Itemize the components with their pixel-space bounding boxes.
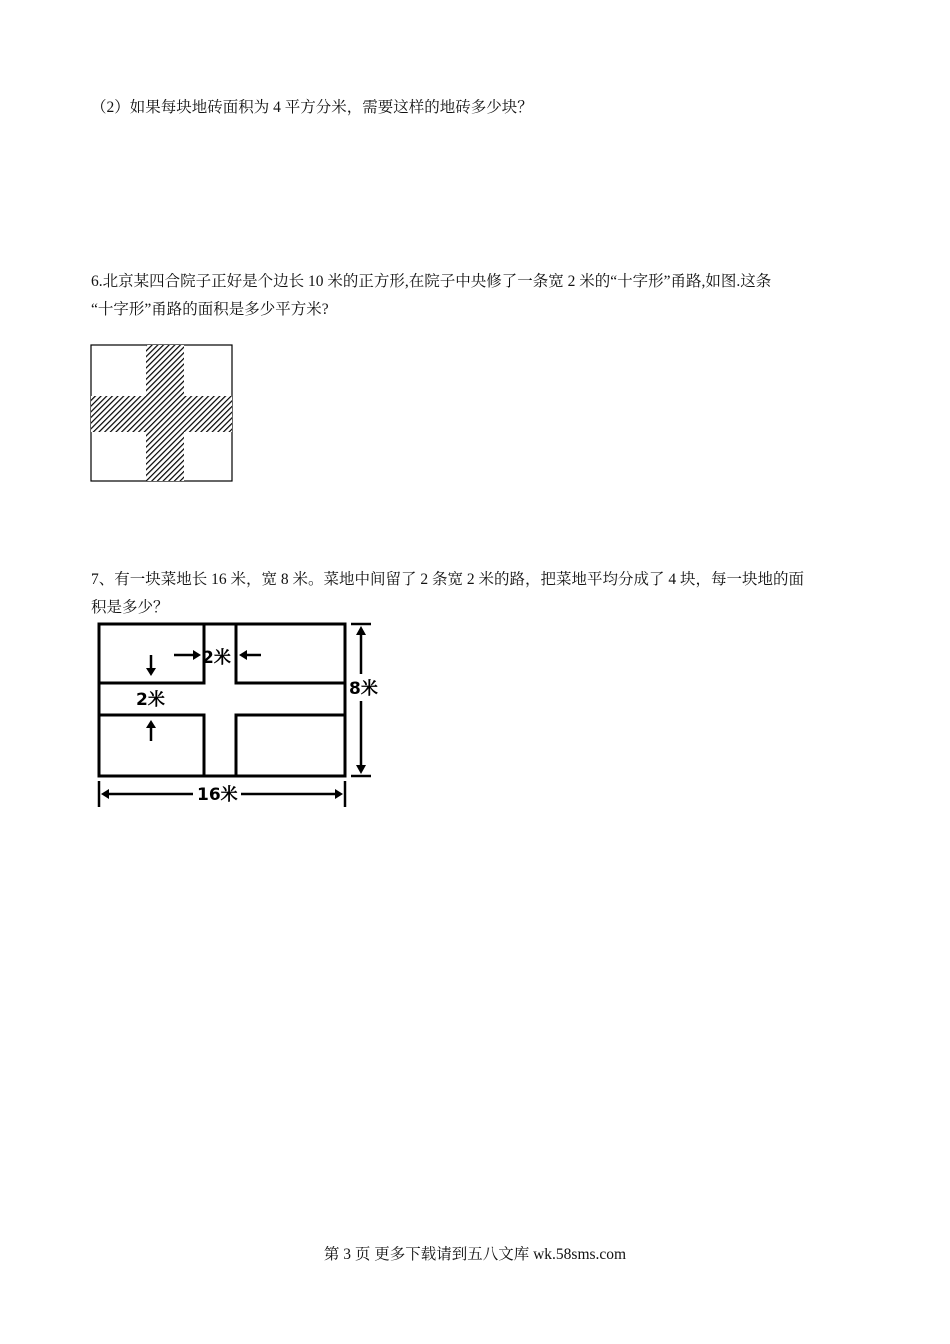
label-width: 8米 <box>349 679 378 699</box>
arrow-left-icon <box>101 789 109 799</box>
page-footer: 第 3 页 更多下载请到五八文库 wk.58sms.com <box>323 1246 627 1263</box>
plot-bottom-right <box>236 715 345 776</box>
vegetable-plot-figure <box>93 619 393 811</box>
arrow-down-icon <box>356 765 366 774</box>
arrow-up-icon <box>146 720 156 728</box>
label-left-path-width: 2米 <box>136 690 165 710</box>
plot-top-right <box>236 624 345 683</box>
cross-path-figure <box>90 344 234 484</box>
question-7 <box>91 566 871 622</box>
arrow-left-icon <box>239 650 247 660</box>
arrow-up-icon <box>356 626 366 635</box>
arrow-right-icon <box>335 789 343 799</box>
arrow-down-icon <box>146 668 156 676</box>
label-top-path-width: 2米 <box>202 648 231 668</box>
question-text-line-2: “十字形”甬路的面积是多少平方米? <box>91 301 329 318</box>
question-text-line-1: 6.北京某四合院子正好是个边长 10 米的正方形,在院子中央修了一条宽 2 米的“十字形”甬路,如图.这条 <box>91 273 772 290</box>
question-text-line-2: 积是多少？ <box>91 599 169 616</box>
question-text-line-1: 7、有一块菜地长 16 米，宽 8 米。菜地中间留了 2 条宽 2 米的路，把菜地平均分成了 4 块，每一块地的面 <box>91 571 805 588</box>
horizontal-path <box>91 396 232 432</box>
question-6 <box>91 268 871 324</box>
question-text: （2）如果每块地砖面积为 4 平方分米，需要这样的地砖多少块？ <box>91 99 533 116</box>
question-5-part-2 <box>91 94 533 122</box>
label-length: 16米 <box>197 785 238 805</box>
arrow-right-icon <box>193 650 201 660</box>
